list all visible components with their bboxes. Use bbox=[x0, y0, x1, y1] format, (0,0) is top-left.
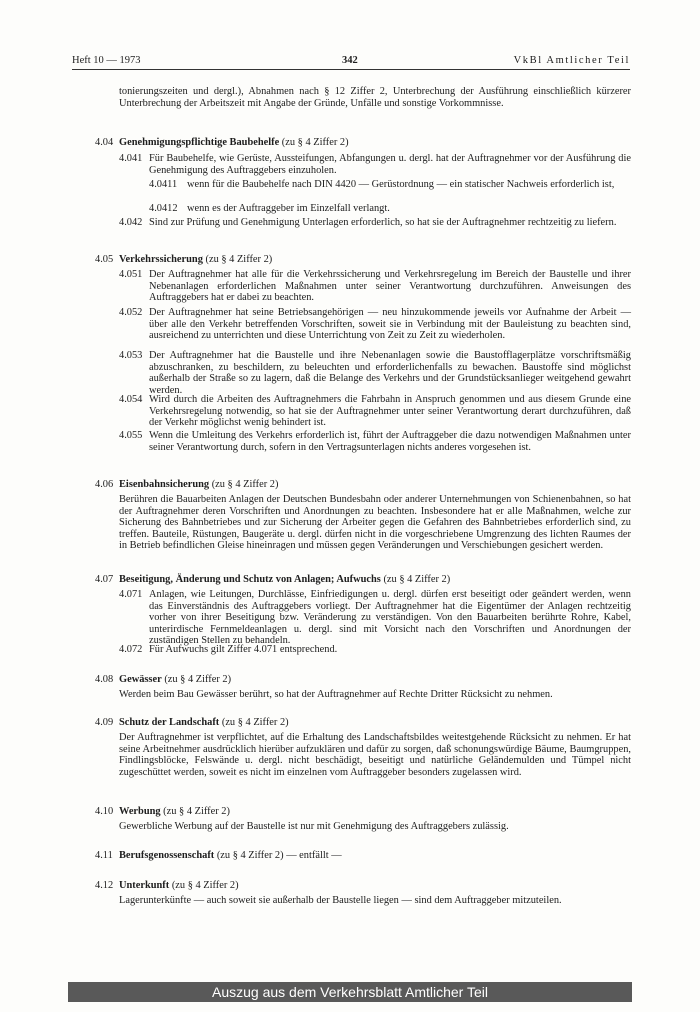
intro-paragraph: tonierungszeiten und dergl.), Abnahmen nach § 12 Ziffer 2, Unterbrechung der Ausführung einschließlich kürzerer Unterbrechung der Arbeitszeit mit Angabe der Gründe, Unfälle und sonstige Vorkommnisse. bbox=[119, 86, 631, 109]
section-title: Berufsgenossenschaft bbox=[119, 850, 215, 861]
section-text: Werden beim Bau Gewässer berührt, so hat der Auftragnehmer auf Rechte Dritter Rücksicht zu nehmen. bbox=[119, 689, 553, 700]
item-text: Der Auftragnehmer hat alle für die Verkehrssicherung und Verkehrsregelung im Bereich der Baustelle und ihrer Nebenanlagen erforderlichen Maßnahmen unter seiner Verantwortung durchzuführen. Anweisungen des Auftraggebers hat er dabei zu beachten. bbox=[149, 269, 631, 304]
subitem-number: 4.0412 bbox=[149, 203, 178, 214]
item-text: Für Baubehelfe, wie Gerüste, Aussteifungen, Abfangungen u. dergl. hat der Auftragnehmer vor der Ausführung die Genehmigung des Auftraggebers einzuholen. bbox=[149, 153, 631, 176]
section-ref: (zu § 4 Ziffer 2) bbox=[209, 479, 279, 490]
section-heading bbox=[119, 850, 631, 862]
section-ref: (zu § 4 Ziffer 2) — entfällt — bbox=[214, 850, 342, 861]
section-ref: (zu § 4 Ziffer 2) bbox=[160, 806, 230, 817]
subitem-text: wenn für die Baubehelfe nach DIN 4420 — Gerüstordnung — ein statischer Nachweis erforderlich ist, bbox=[187, 179, 615, 190]
section-title: Schutz der Landschaft bbox=[119, 717, 220, 728]
issue-label: Heft 10 — 1973 bbox=[72, 55, 141, 66]
section-number: 4.07 bbox=[95, 574, 114, 585]
section-number: 4.06 bbox=[95, 479, 114, 490]
section-ref: (zu § 4 Ziffer 2) bbox=[161, 674, 232, 685]
section-heading bbox=[119, 880, 631, 892]
section-ref: (zu § 4 Ziffer 2) bbox=[380, 574, 451, 585]
section-title: Gewässer bbox=[119, 674, 162, 685]
section-number: 4.08 bbox=[95, 674, 114, 685]
section-heading bbox=[119, 717, 631, 729]
section-title: Eisenbahnsicherung bbox=[119, 479, 210, 490]
subitem-number: 4.0411 bbox=[149, 179, 178, 190]
section-title: Unterkunft bbox=[119, 880, 170, 891]
section-ref: (zu § 4 Ziffer 2) bbox=[169, 880, 239, 891]
item-text: Für Aufwuchs gilt Ziffer 4.071 entsprechend. bbox=[149, 644, 338, 655]
page-header bbox=[72, 55, 630, 70]
publication-name: VkBl Amtlicher Teil bbox=[513, 55, 630, 66]
section-number: 4.12 bbox=[95, 880, 114, 891]
section-number: 4.09 bbox=[95, 717, 114, 728]
subitem-text: wenn es der Auftraggeber im Einzelfall verlangt. bbox=[187, 203, 390, 214]
item-number: 4.052 bbox=[119, 307, 143, 318]
section-heading bbox=[119, 479, 631, 491]
section-title: Werbung bbox=[119, 806, 161, 817]
item-text: Sind zur Prüfung und Genehmigung Unterlagen erforderlich, so hat sie der Auftragnehmer rechtzeitig zu liefern. bbox=[149, 217, 617, 228]
section-ref: (zu § 4 Ziffer 2) bbox=[219, 717, 289, 728]
section-number: 4.04 bbox=[95, 137, 114, 148]
section-heading bbox=[119, 574, 631, 586]
item-number: 4.072 bbox=[119, 644, 143, 655]
section-heading bbox=[119, 254, 631, 266]
section-number: 4.10 bbox=[95, 806, 114, 817]
item-number: 4.051 bbox=[119, 269, 143, 280]
item-number: 4.042 bbox=[119, 217, 143, 228]
section-heading bbox=[119, 806, 631, 818]
page-number: 342 bbox=[342, 55, 358, 66]
item-number: 4.053 bbox=[119, 350, 143, 361]
section-title: Genehmigungspflichtige Baubehelfe bbox=[119, 137, 280, 148]
section-ref: (zu § 4 Ziffer 2) bbox=[279, 137, 349, 148]
item-number: 4.055 bbox=[119, 430, 143, 441]
item-text: Der Auftragnehmer hat seine Betriebsangehörigen — neu hinzukommende jeweils vor Aufnahme der Arbeit — über alle den Verkehr betreffenden Vorschriften, soweit sie in Verbindung mit der Bauleistung zu beachten sind, ausreichend zu unterrichten und diese Unterrichtung von Zeit zu Zeit zu wiederholen. bbox=[149, 307, 631, 342]
section-text: Der Auftragnehmer ist verpflichtet, auf die Erhaltung des Landschaftsbildes weitestgehende Rücksicht zu nehmen. Er hat seine Arbeitnehmer ausdrücklich hierüber aufzuklären und dafür zu sorgen, daß schonungswürdige Bäume, Baumgruppen, Findlingsblöcke, Felswände u. dergl. nicht beschädigt, beseitigt und natürliche Geländemulden und Tümpel nicht zugeschüttet werden, soweit es nicht im einzelnen vom Auftraggeber besonders zugelassen wird. bbox=[119, 732, 631, 778]
section-heading bbox=[119, 674, 631, 686]
section-number: 4.05 bbox=[95, 254, 114, 265]
item-text: Wenn die Umleitung des Verkehrs erforderlich ist, führt der Auftraggeber die dazu notwendigen Maßnahmen unter seiner Verantwortung durch, sofern in den Vertragsunterlagen nichts anderes vorgesehen ist. bbox=[149, 430, 631, 453]
footer-banner: Auszug aus dem Verkehrsblatt Amtlicher Teil bbox=[68, 982, 632, 1002]
item-number: 4.041 bbox=[119, 153, 143, 164]
item-text: Wird durch die Arbeiten des Auftragnehmers die Fahrbahn in Anspruch genommen und aus diesem Grunde eine Verkehrsregelung notwendig, so hat sie der Auftragnehmer unter seiner Verantwortung derart durchzuführen, daß der Verkehr möglichst wenig behindert ist. bbox=[149, 394, 631, 429]
section-text: Lagerunterkünfte — auch soweit sie außerhalb der Baustelle liegen — sind dem Auftraggeber mitzuteilen. bbox=[119, 895, 562, 906]
section-heading bbox=[119, 137, 631, 149]
section-ref: (zu § 4 Ziffer 2) bbox=[202, 254, 273, 265]
section-title: Beseitigung, Änderung und Schutz von Anlagen; Aufwuchs bbox=[119, 574, 381, 585]
item-number: 4.071 bbox=[119, 589, 143, 600]
item-number: 4.054 bbox=[119, 394, 143, 405]
section-number: 4.11 bbox=[95, 850, 113, 861]
item-text: Anlagen, wie Leitungen, Durchlässe, Einfriedigungen u. dergl. dürfen erst beseitigt oder geändert werden, wenn das Einverständnis des Auftraggebers vorliegt. Der Auftragnehmer hat die Eigentümer der Anlagen rechtzeitig vorher von ihrer Beseitigung bzw. Veränderung zu verständigen. Von den Bauarbeiten berührte Rohre, Kabel, unterirdische Fernmeldeanlagen u. dergl. sind mit Vorsicht nach den Vorschriften und Anordnungen der zuständigen Stellen zu behandeln. bbox=[149, 589, 631, 647]
section-title: Verkehrssicherung bbox=[119, 254, 203, 265]
section-text: Berühren die Bauarbeiten Anlagen der Deutschen Bundesbahn oder anderer Unternehmungen von Schienenbahnen, so hat der Auftragnehmer deren Vorschriften und Anordnungen zu beachten. Insbesondere hat er alle Maßnahmen, welche zur Sicherung des Bahnbetriebes und zur Sicherung der Arbeiter gegen die Gefahren des Bahnbetriebes erforderlich sind, zu treffen. Bauteile, Rüstungen, Baugeräte u. dergl. dürfen nicht in die vorgeschriebene Umgrenzung des lichten Raumes der in Betrieb befindlichen Gleise hineinragen und müssen gegen Veränderungen und Verschiebungen gesichert werden. bbox=[119, 494, 631, 552]
item-text: Der Auftragnehmer hat die Baustelle und ihre Nebenanlagen sowie die Baustofflagerplätze vorschriftsmäßig abzuschranken, zu beschildern, zu beleuchten und erforderlichenfalls zu bewachen. Baustoffe sind möglichst außerhalb der Straße so zu lagern, daß die Belange des Verkehrs und der Grundstücksanlieger weitgehend gewahrt werden. bbox=[149, 350, 631, 396]
section-text: Gewerbliche Werbung auf der Baustelle ist nur mit Genehmigung des Auftraggebers zulässig. bbox=[119, 821, 509, 832]
